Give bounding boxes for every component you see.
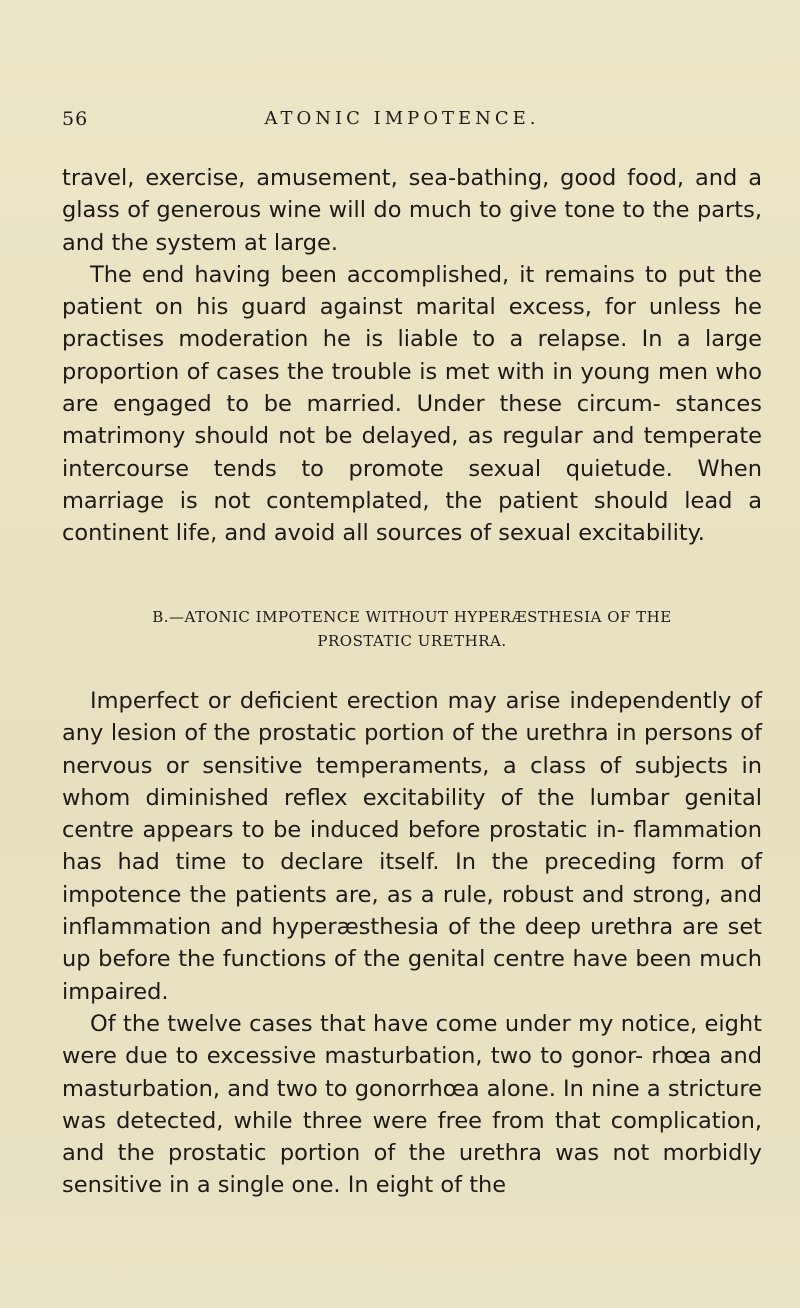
running-head bbox=[62, 108, 742, 138]
section-heading-line: B.—ATONIC IMPOTENCE WITHOUT HYPERÆSTHESIA OF THE bbox=[152, 608, 672, 626]
text-block-bottom bbox=[62, 685, 762, 1202]
running-head-title: ATONIC IMPOTENCE. bbox=[264, 108, 540, 129]
section-heading bbox=[62, 605, 762, 653]
section-heading-line: PROSTATIC URETHRA. bbox=[317, 632, 507, 650]
paragraph: travel, exercise, amusement, sea-bathing, good food, and a glass of generous wine will do much to give tone to the parts, and the system at large. bbox=[62, 165, 762, 256]
paragraph: Imperfect or deficient erection may arise independently of any lesion of the prostatic portion of the urethra in persons of nervous or sensitive temperaments, a class of subjects in whom diminished reflex excitability of the lumbar genital centre appears to be induced before prostatic in- flammation has had time to declare itself. In the preceding form of impotence the patients are, as a rule, robust and strong, and inflammation and hyperæsthesia of the deep urethra are set up before the functions of the genital centre have been much impaired. bbox=[62, 688, 762, 1005]
paragraph: Of the twelve cases that have come under my notice, eight were due to excessive masturbation, two to gonor- rhœa and masturbation, and two to gonorrhœa alone. In nine a stricture was detected, while three were free from that complication, and the prostatic portion of the urethra was not morbidly sensitive in a single one. In eight of the bbox=[62, 1010, 762, 1199]
paragraph: The end having been accomplished, it remains to put the patient on his guard against marital excess, for unless he practises moderation he is liable to a relapse. In a large proportion of cases the trouble is met with in young men who are engaged to be married. Under these circum- stances matrimony should not be delayed, as regular and temperate intercourse tends to promote sexual quietude. When marriage is not contemplated, the patient should lead a continent life, and avoid all sources of sexual excitability. bbox=[62, 261, 762, 547]
text-block-top bbox=[62, 162, 762, 550]
page-number: 56 bbox=[62, 108, 89, 130]
